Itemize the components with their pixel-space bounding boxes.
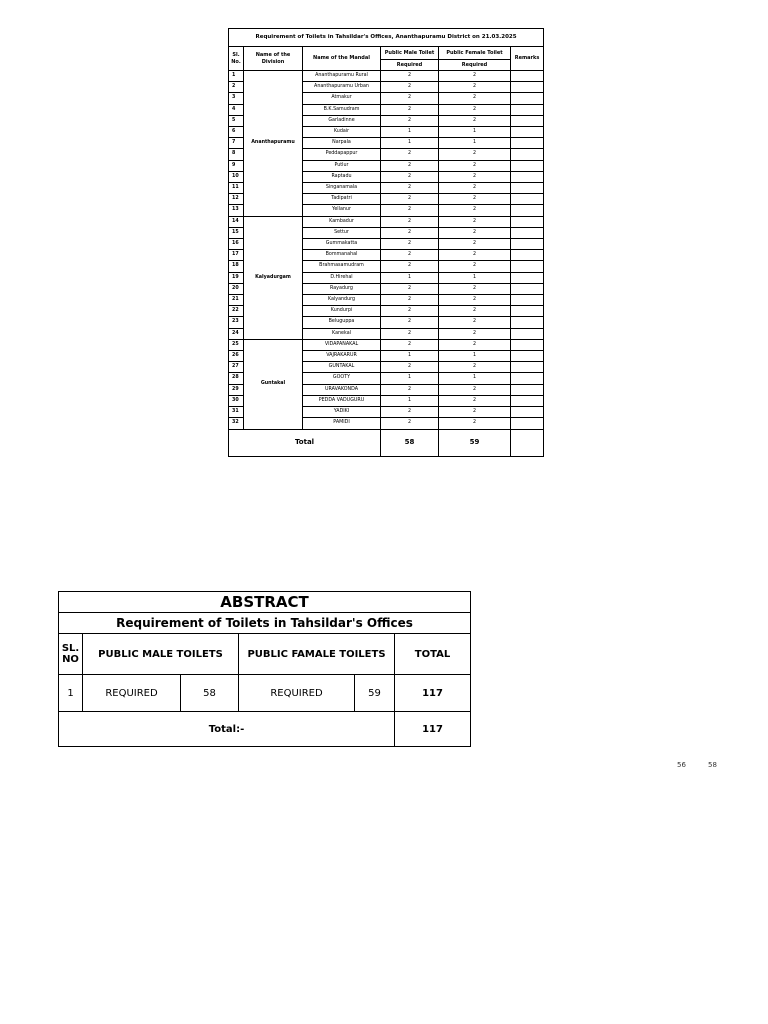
cell-mandal: Kalyandurg (303, 295, 381, 306)
cell-female-required: 2 (439, 71, 511, 82)
header-mandal: Name of the Mandal (303, 47, 381, 71)
cell-mandal: D.Hirehal (303, 272, 381, 283)
cell-sl-no: 31 (229, 407, 244, 418)
cell-remarks (511, 194, 544, 205)
cell-mandal: GUNTAKAL (303, 362, 381, 373)
cell-female-required: 2 (439, 250, 511, 261)
cell-male-required: 2 (381, 216, 439, 227)
cell-sl-no: 6 (229, 127, 244, 138)
cell-mandal: Bommanahal (303, 250, 381, 261)
cell-sl-no: 2 (229, 82, 244, 93)
cell-remarks (511, 149, 544, 160)
header-row (229, 47, 544, 60)
cell-remarks (511, 115, 544, 126)
cell-mandal: Yellanur (303, 205, 381, 216)
cell-mandal: Beluguppa (303, 317, 381, 328)
cell-remarks (511, 82, 544, 93)
total-row (229, 429, 544, 456)
cell-male-required: 1 (381, 272, 439, 283)
cell-mandal: GOOTY (303, 373, 381, 384)
header-male-toilet: Public Male Toilet (381, 47, 439, 60)
cell-remarks (511, 351, 544, 362)
total-remarks (511, 429, 544, 456)
cell-female-required: 2 (439, 194, 511, 205)
cell-sl-no: 17 (229, 250, 244, 261)
cell-male-required: 1 (381, 127, 439, 138)
cell-remarks (511, 183, 544, 194)
cell-remarks (511, 261, 544, 272)
cell-sl-no: 25 (229, 339, 244, 350)
cell-sl-no: 10 (229, 171, 244, 182)
abstract-header-row (59, 634, 471, 675)
cell-remarks (511, 317, 544, 328)
cell-male-required: 2 (381, 384, 439, 395)
cell-remarks (511, 160, 544, 171)
cell-mandal: Tadipatri (303, 194, 381, 205)
cell-sl-no: 12 (229, 194, 244, 205)
cell-mandal: Kanekal (303, 328, 381, 339)
cell-sl-no: 24 (229, 328, 244, 339)
cell-mandal: Kudair (303, 127, 381, 138)
cell-male-required: 2 (381, 160, 439, 171)
cell-mandal: VIDAPANAKAL (303, 339, 381, 350)
abstract-header-sl-no: SL. NO (59, 634, 83, 675)
cell-sl-no: 9 (229, 160, 244, 171)
cell-sl-no: 29 (229, 384, 244, 395)
cell-mandal: Raptadu (303, 171, 381, 182)
cell-female-required: 2 (439, 160, 511, 171)
table-row (229, 216, 544, 227)
cell-male-required: 2 (381, 149, 439, 160)
abstract-subtitle: Requirement of Toilets in Tahsildar's Offices (59, 613, 471, 634)
cell-female-required: 2 (439, 306, 511, 317)
cell-sl-no: 16 (229, 239, 244, 250)
cell-sl-no: 32 (229, 418, 244, 429)
header-division: Name of the Division (244, 47, 303, 71)
cell-remarks (511, 339, 544, 350)
cell-sl-no: 11 (229, 183, 244, 194)
cell-male-required: 1 (381, 351, 439, 362)
cell-remarks (511, 407, 544, 418)
cell-male-required: 2 (381, 295, 439, 306)
cell-female-required: 2 (439, 149, 511, 160)
header-sl-no: Sl. No. (229, 47, 244, 71)
cell-sl-no: 5 (229, 115, 244, 126)
cell-remarks (511, 138, 544, 149)
cell-male-required: 2 (381, 194, 439, 205)
cell-sl-no: 14 (229, 216, 244, 227)
total-female: 59 (439, 429, 511, 456)
cell-mandal: PEDDA VADUGURU (303, 395, 381, 406)
cell-male-required: 2 (381, 93, 439, 104)
abstract-total-value: 117 (395, 712, 471, 747)
cell-female-required: 2 (439, 183, 511, 194)
cell-female-required: 2 (439, 216, 511, 227)
cell-female-required: 2 (439, 395, 511, 406)
cell-remarks (511, 239, 544, 250)
cell-sl-no: 18 (229, 261, 244, 272)
cell-male-required: 2 (381, 239, 439, 250)
cell-mandal: URAVAKONDA (303, 384, 381, 395)
cell-male-required: 2 (381, 418, 439, 429)
cell-female-required: 2 (439, 407, 511, 418)
cell-mandal: Narpala (303, 138, 381, 149)
cell-female-required: 1 (439, 138, 511, 149)
cell-female-required: 2 (439, 362, 511, 373)
cell-sl-no: 1 (229, 71, 244, 82)
cell-male-required: 2 (381, 171, 439, 182)
cell-male-required: 2 (381, 71, 439, 82)
cell-female-required: 2 (439, 205, 511, 216)
subheader-male-required: Required (381, 60, 439, 71)
cell-male-required: 2 (381, 115, 439, 126)
cell-remarks (511, 227, 544, 238)
abstract-table (58, 591, 471, 747)
cell-remarks (511, 216, 544, 227)
cell-sl-no: 13 (229, 205, 244, 216)
abstract-total-label: Total:- (59, 712, 395, 747)
cell-sl-no: 21 (229, 295, 244, 306)
cell-mandal: Kambadur (303, 216, 381, 227)
abstract-row-sl: 1 (59, 675, 83, 712)
abstract-header-female: PUBLIC FAMALE TOILETS (239, 634, 395, 675)
cell-male-required: 2 (381, 183, 439, 194)
cell-mandal: Garladinne (303, 115, 381, 126)
cell-mandal: Rayadurg (303, 283, 381, 294)
table-row (229, 339, 544, 350)
cell-mandal: PAMIDI (303, 418, 381, 429)
abstract-male-label: REQUIRED (83, 675, 181, 712)
header-remarks: Remarks (511, 47, 544, 71)
cell-division: Ananthapuramu (244, 71, 303, 217)
cell-female-required: 1 (439, 272, 511, 283)
cell-division: Kalyadurgam (244, 216, 303, 339)
cell-sl-no: 7 (229, 138, 244, 149)
abstract-female-label: REQUIRED (239, 675, 355, 712)
cell-male-required: 2 (381, 317, 439, 328)
cell-female-required: 1 (439, 127, 511, 138)
cell-female-required: 2 (439, 104, 511, 115)
cell-male-required: 2 (381, 339, 439, 350)
cell-remarks (511, 272, 544, 283)
cell-sl-no: 30 (229, 395, 244, 406)
abstract-data-row (59, 675, 471, 712)
abstract-header-total: TOTAL (395, 634, 471, 675)
cell-female-required: 1 (439, 373, 511, 384)
cell-remarks (511, 395, 544, 406)
abstract-title: ABSTRACT (59, 592, 471, 613)
cell-female-required: 2 (439, 171, 511, 182)
cell-male-required: 2 (381, 362, 439, 373)
cell-male-required: 2 (381, 104, 439, 115)
cell-female-required: 2 (439, 283, 511, 294)
toilet-requirement-table (228, 28, 544, 457)
cell-sl-no: 27 (229, 362, 244, 373)
stray-number: 56 (677, 761, 686, 769)
cell-sl-no: 20 (229, 283, 244, 294)
subheader-female-required: Required (439, 60, 511, 71)
cell-male-required: 2 (381, 328, 439, 339)
cell-remarks (511, 127, 544, 138)
abstract-title-row (59, 592, 471, 613)
cell-male-required: 2 (381, 306, 439, 317)
stray-number: 58 (708, 761, 717, 769)
cell-female-required: 2 (439, 261, 511, 272)
cell-sl-no: 4 (229, 104, 244, 115)
cell-sl-no: 26 (229, 351, 244, 362)
cell-mandal: YADIKI (303, 407, 381, 418)
cell-remarks (511, 171, 544, 182)
cell-remarks (511, 362, 544, 373)
cell-mandal: Gummakatta (303, 239, 381, 250)
cell-remarks (511, 373, 544, 384)
cell-female-required: 2 (439, 93, 511, 104)
cell-male-required: 1 (381, 373, 439, 384)
cell-male-required: 1 (381, 138, 439, 149)
cell-mandal: Ananthapuramu Urban (303, 82, 381, 93)
cell-remarks (511, 93, 544, 104)
cell-mandal: Atmakur (303, 93, 381, 104)
cell-mandal: Peddapappur (303, 149, 381, 160)
cell-remarks (511, 104, 544, 115)
cell-mandal: VAJRAKARUR (303, 351, 381, 362)
cell-female-required: 2 (439, 328, 511, 339)
abstract-female-value: 59 (355, 675, 395, 712)
cell-remarks (511, 306, 544, 317)
cell-sl-no: 23 (229, 317, 244, 328)
table-title-row (229, 29, 544, 47)
cell-mandal: Kundurpi (303, 306, 381, 317)
cell-remarks (511, 205, 544, 216)
cell-male-required: 2 (381, 205, 439, 216)
cell-remarks (511, 295, 544, 306)
total-male: 58 (381, 429, 439, 456)
cell-female-required: 2 (439, 82, 511, 93)
header-female-toilet: Public Female Toilet (439, 47, 511, 60)
cell-division: Guntakal (244, 339, 303, 429)
table-row (229, 71, 544, 82)
cell-remarks (511, 250, 544, 261)
cell-male-required: 1 (381, 395, 439, 406)
cell-mandal: Singanamala (303, 183, 381, 194)
cell-male-required: 2 (381, 407, 439, 418)
cell-sl-no: 15 (229, 227, 244, 238)
abstract-subtitle-row (59, 613, 471, 634)
cell-male-required: 2 (381, 250, 439, 261)
cell-remarks (511, 418, 544, 429)
cell-female-required: 1 (439, 351, 511, 362)
cell-remarks (511, 283, 544, 294)
cell-female-required: 2 (439, 418, 511, 429)
cell-female-required: 2 (439, 384, 511, 395)
cell-male-required: 2 (381, 82, 439, 93)
cell-female-required: 2 (439, 115, 511, 126)
total-label: Total (229, 429, 381, 456)
abstract-male-value: 58 (181, 675, 239, 712)
abstract-row-total: 117 (395, 675, 471, 712)
cell-male-required: 2 (381, 227, 439, 238)
cell-mandal: Settur (303, 227, 381, 238)
cell-female-required: 2 (439, 317, 511, 328)
cell-mandal: B.K.Samudram (303, 104, 381, 115)
cell-sl-no: 8 (229, 149, 244, 160)
cell-male-required: 2 (381, 261, 439, 272)
cell-mandal: Putlur (303, 160, 381, 171)
table-title: Requirement of Toilets in Tahsildar's Offices, Ananthapuramu District on 21.03.2025 (229, 29, 544, 47)
cell-remarks (511, 384, 544, 395)
abstract-header-male: PUBLIC MALE TOILETS (83, 634, 239, 675)
cell-sl-no: 22 (229, 306, 244, 317)
cell-female-required: 2 (439, 339, 511, 350)
cell-male-required: 2 (381, 283, 439, 294)
cell-female-required: 2 (439, 239, 511, 250)
cell-remarks (511, 71, 544, 82)
cell-sl-no: 19 (229, 272, 244, 283)
cell-female-required: 2 (439, 227, 511, 238)
abstract-total-row (59, 712, 471, 747)
cell-female-required: 2 (439, 295, 511, 306)
cell-mandal: Ananthapuramu Rural (303, 71, 381, 82)
cell-mandal: Brahmasamudram (303, 261, 381, 272)
cell-remarks (511, 328, 544, 339)
cell-sl-no: 3 (229, 93, 244, 104)
cell-sl-no: 28 (229, 373, 244, 384)
